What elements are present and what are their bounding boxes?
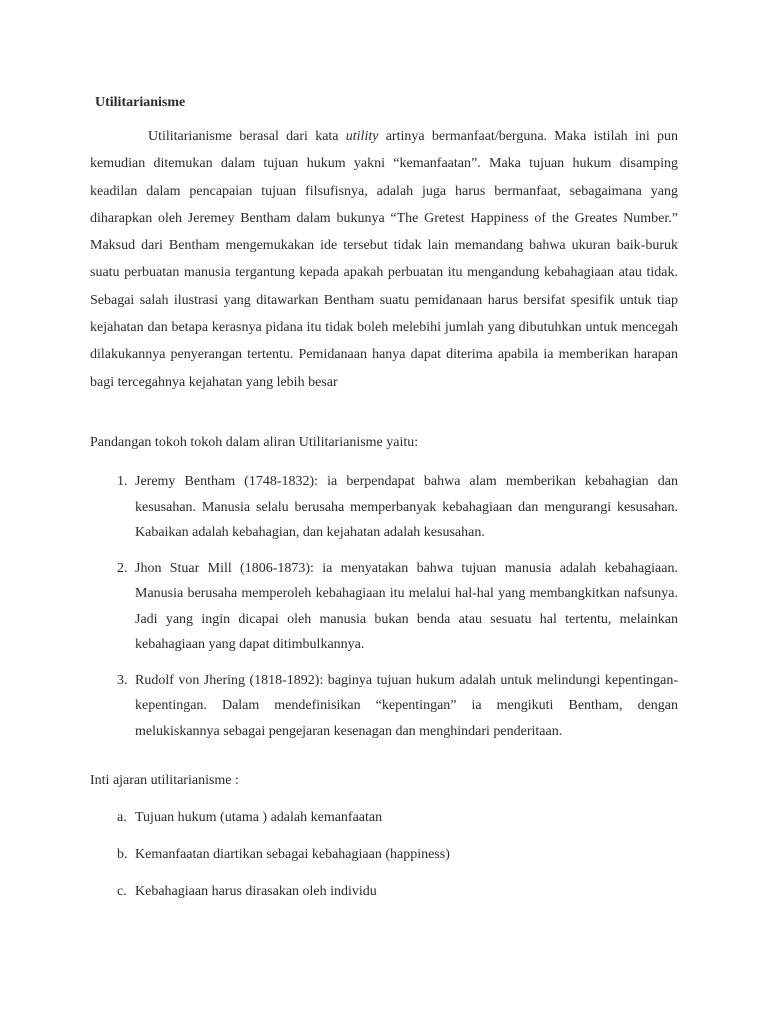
list-marker: b. [117,847,128,862]
intro-paragraph [90,123,678,396]
list-item-text: Kebahagiaan harus dirasakan oleh individu [135,884,377,899]
list-item [117,469,678,546]
tokoh-list [117,469,678,754]
list-item-text: Jhon Stuar Mill (1806-1873): ia menyatakan bahwa tujuan manusia adalah kebahagiaan. Manusia berusaha memperoleh kebahagiaan itu melalui hal-hal yang membangkitkan nafsunya. Jadi yang ingin dicapai oleh manusia bukan benda atau sesuatu hal tertentu, melainkan kebahagiaan yang dapat ditimbulkannya. [135,560,678,652]
list-marker: a. [117,810,127,825]
inti-list [117,808,678,919]
list-item-text: Tujuan hukum (utama ) adalah kemanfaatan [135,810,383,825]
list-item [117,882,678,902]
list-item [117,808,678,828]
paragraph-text-start: Utilitarianisme berasal dari kata [148,129,346,144]
list-item [117,668,678,745]
list-item-text: Kemanfaatan diartikan sebagai kebahagiaan (happiness) [135,847,450,862]
document-title: Utilitarianisme [95,95,186,110]
list-marker: 3. [117,672,128,688]
list-marker: 2. [117,560,128,576]
list-item-text: Rudolf von Jhering (1818-1892): baginya tujuan hukum adalah untuk melindungi kepentingan-kepentingan. Dalam mendefinisikan “kepentingan” ia mengikuti Bentham, dengan melukiskannya sebagai pengejaran kesenagan dan menghindari penderitaan. [135,672,678,739]
paragraph-italic-term: utility [345,129,379,144]
list-item-text: Jeremy Bentham (1748-1832): ia berpendapat bahwa alam memberikan kebahagian dan kesusahan. Manusia selalu berusaha memperbanyak kebahagiaan dan mengurangi kesusahan. Kabaikan adalah kebahagian, dan kejahatan adalah kesusahan. [135,474,678,540]
list-marker: c. [117,884,127,899]
list-item [117,845,678,865]
paragraph-text-rest: artinya bermanfaat/berguna. Maka istilah ini pun kemudian ditemukan dalam tujuan hukum yakni “kemanfaatan”. Maka tujuan hukum disamping keadilan dalam pencapaian tujuan filsufisnya, adalah juga harus bermanfaat, sebagaimana yang diharapkan oleh Jeremey Bentham dalam bukunya “The Gretest Happiness of the Greates Number.” Maksud dari Bentham mengemukakan ide tersebut tidak lain memandang bahwa ukuran baik-buruk suatu perbuatan manusia tergantung kepada apakah perbuatan itu mengandung kebahagiaan atau tidak. Sebagai salah ilustrasi yang ditawarkan Bentham suatu pemidanaan harus bersifat spesifik untuk tiap kejahatan dan betapa kerasnya pidana itu tidak boleh melebihi jumlah yang dibutuhkan untuk mencegah dilakukannya penyerangan tertentu. Pemidanaan hanya dapat diterima apabila ia memberikan harapan bagi tercegahnya kejahatan yang lebih besar [90,129,678,390]
tokoh-intro: Pandangan tokoh tokoh dalam aliran Utilitarianisme yaitu: [90,435,419,450]
list-item [117,556,678,658]
list-marker: 1. [117,474,128,489]
inti-intro: Inti ajaran utilitarianisme : [90,773,239,788]
